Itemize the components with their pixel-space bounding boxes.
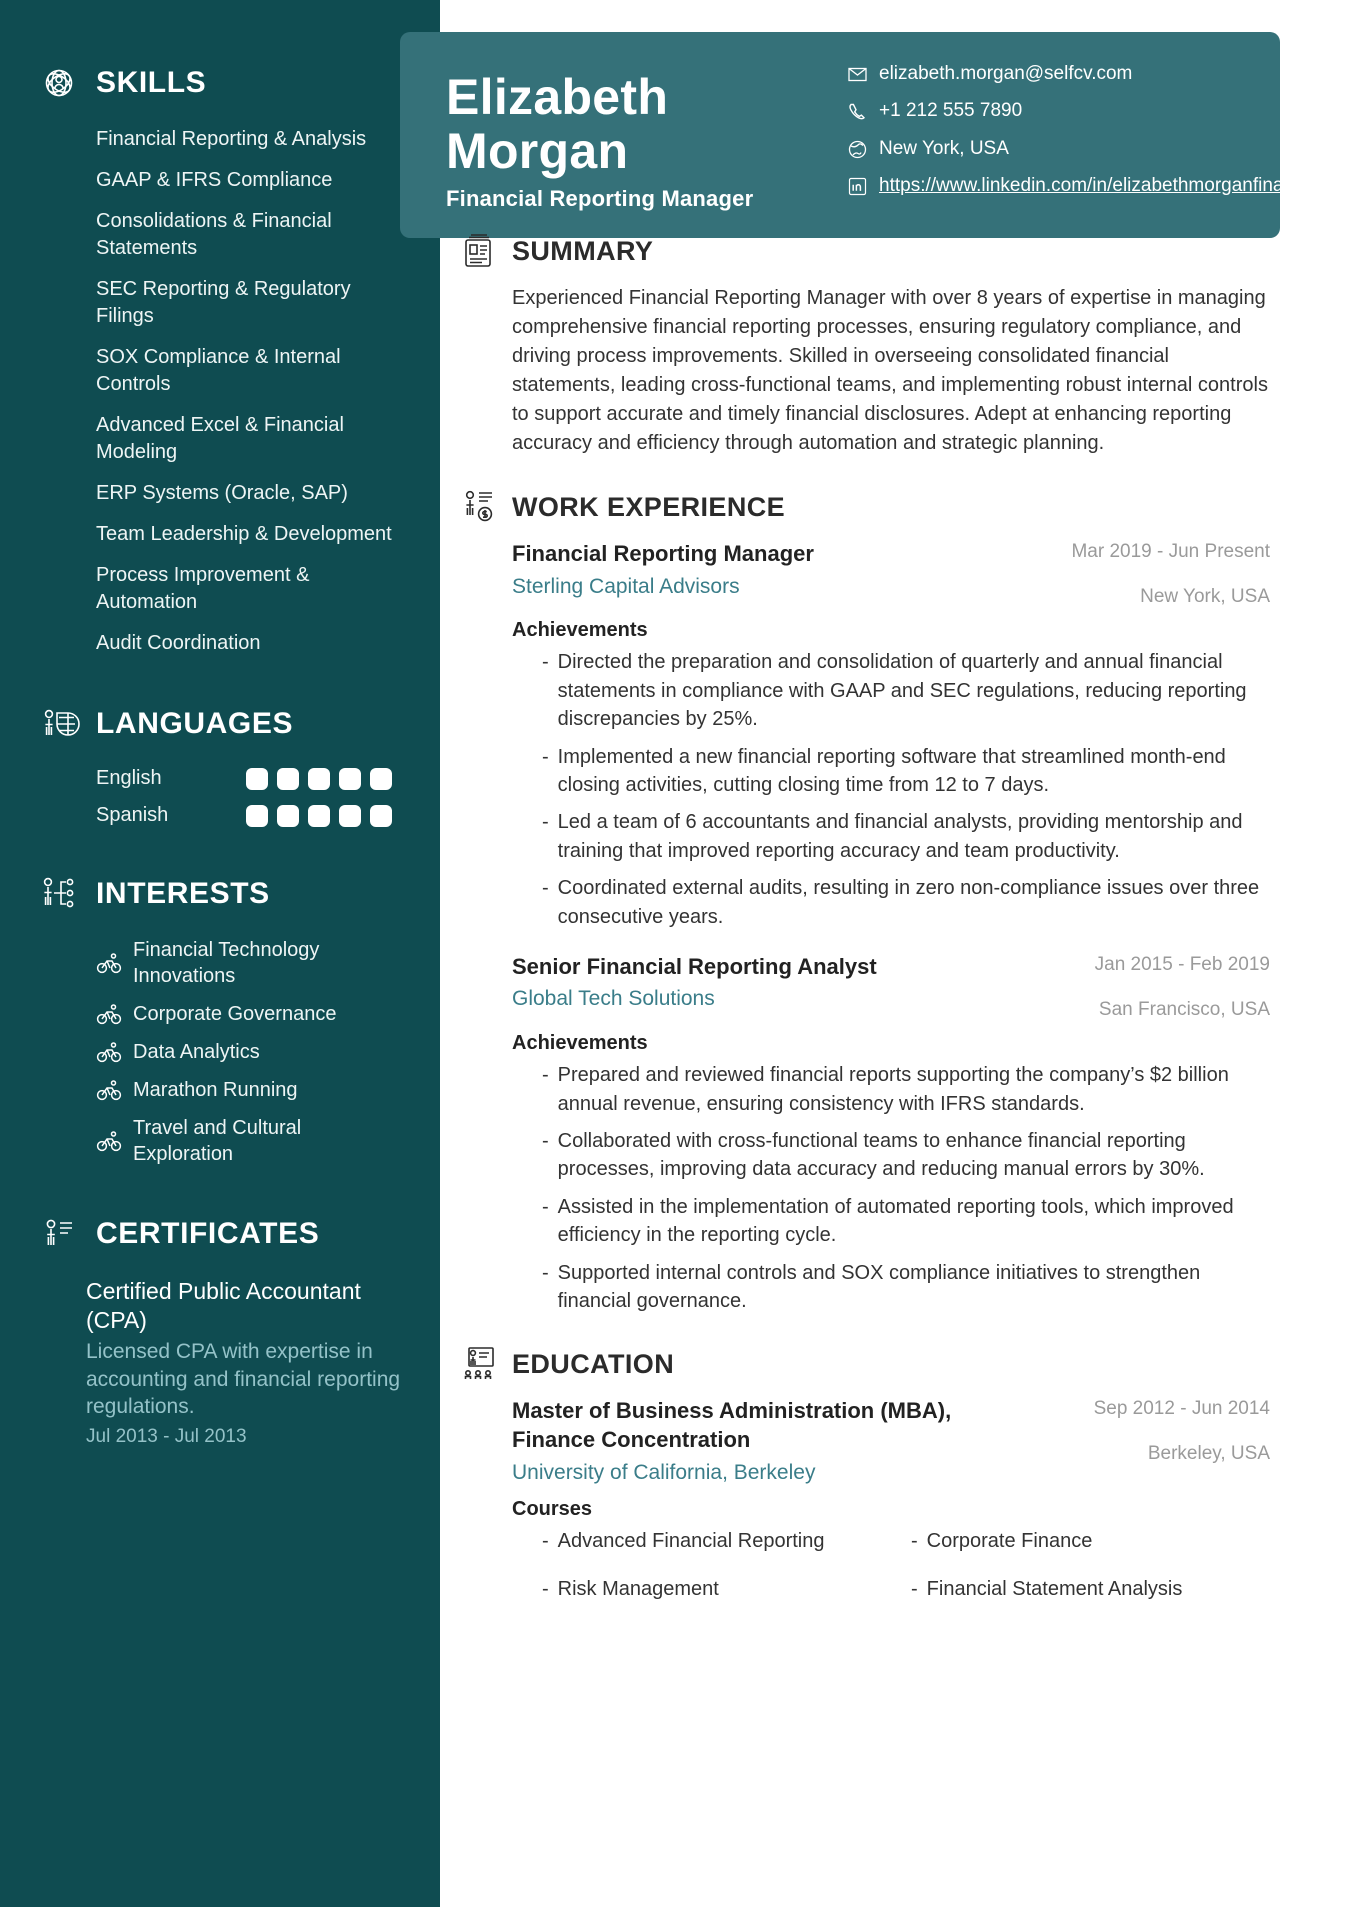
summary-id-card-icon [460,232,498,270]
dash-bullet: - [542,745,549,768]
courses-list [512,1527,1270,1603]
dash-bullet: - [542,1195,549,1218]
bicycle-icon [96,1077,122,1103]
work-date: Jan 2015 - Feb 2019 [1094,953,1270,975]
interest-item [96,1001,402,1027]
language-level-dots [246,768,392,790]
contact-location-text[interactable]: New York, USA [879,137,1009,159]
skill-item: Team Leadership & Development [96,523,392,545]
achievement-text: Led a team of 6 accountants and financial analysts, providing mentorship and training that improved reporting accuracy and team productivity. [557,811,1243,862]
bicycle-icon [96,1128,122,1154]
level-dot [339,768,361,790]
dash-bullet: - [542,1578,549,1601]
languages-globe-person-icon [38,703,80,745]
summary-text: Experienced Financial Reporting Manager with over 8 years of expertise in managing comprehensive financial reporting processes, ensuring regulatory compliance, and driving process improvements. Skilled in overseeing consolidated financial statements, leading cross-functional teams, and implementing robust internal controls to support accurate and timely financial disclosures. Adept at enhancing reporting accuracy and efficiency through automation and strategic planning. [512,287,1268,454]
dash-bullet: - [542,1064,549,1087]
bicycle-icon [96,1001,122,1027]
language-name: English [96,767,162,789]
level-dot [308,768,330,790]
achievements-label: Achievements [512,1032,648,1055]
certificate-description: Licensed CPA with expertise in accounting and financial reporting regulations. [86,1339,401,1419]
work-location: New York, USA [1140,585,1270,607]
certificate-item [86,1277,402,1452]
section-work-experience [460,488,1270,1315]
skills-list [38,126,402,657]
course-text: Corporate Finance [926,1530,1093,1553]
level-dot [277,768,299,790]
achievement-item [542,743,1270,800]
interest-item [96,1077,402,1103]
achievement-item [542,1259,1270,1316]
achievements-list [512,1061,1270,1315]
envelope-icon [848,65,867,84]
dash-bullet: - [542,1261,549,1284]
work-organization: Sterling Capital Advisors [512,574,740,598]
languages-list [38,767,402,827]
skill-item: GAAP & IFRS Compliance [96,169,333,191]
achievement-text: Coordinated external audits, resulting in zero non-compliance issues over three consecutive years. [557,877,1260,928]
dash-bullet: - [542,877,549,900]
course-text: Financial Statement Analysis [926,1578,1183,1601]
dash-bullet: - [911,1578,918,1601]
interests-person-network-icon [38,873,80,915]
sidebar-section-skills [38,62,402,657]
skill-item: Audit Coordination [96,632,261,654]
dash-bullet: - [542,811,549,834]
summary-title: SUMMARY [512,235,654,266]
skill-item: Financial Reporting & Analysis [96,128,367,150]
education-school: University of California, Berkeley [512,1460,816,1484]
language-row [96,767,402,790]
education-board-icon [460,1345,498,1383]
level-dot [370,805,392,827]
interest-label: Financial Technology Innovations [133,939,320,987]
achievements-list [512,648,1270,931]
page-title: Elizabeth Morgan [446,69,669,179]
sidebar-section-languages [38,703,402,827]
interest-label: Travel and Cultural Exploration [133,1117,302,1165]
interest-item [96,1039,402,1065]
achievement-item [542,1127,1270,1184]
contact-phone-text[interactable]: +1 212 555 7890 [879,100,1023,122]
skill-item: Process Improvement & Automation [96,564,310,613]
interest-label: Marathon Running [133,1079,298,1101]
bicycle-icon [96,950,122,976]
achievement-text: Supported internal controls and SOX compliance initiatives to strengthen financial governance. [557,1261,1201,1312]
work-location: San Francisco, USA [1098,998,1270,1020]
achievement-item [542,874,1270,931]
globe-icon [848,140,867,159]
course-item [911,1575,1270,1603]
work-experience-title: WORK EXPERIENCE [512,491,786,522]
achievement-text: Directed the preparation and consolidation of quarterly and annual financial statements in compliance with GAAP and SEC regulations, reducing reporting discrepancies by 25%. [557,651,1247,731]
achievement-item [542,648,1270,733]
linkedin-icon [848,177,867,196]
language-row [96,804,402,827]
interests-list [38,937,402,1167]
skill-item: SOX Compliance & Internal Controls [96,346,341,395]
achievement-item [542,1193,1270,1250]
courses-label: Courses [512,1498,593,1521]
skills-header [38,62,402,104]
interest-item [96,937,402,989]
level-dot [308,805,330,827]
skill-item: SEC Reporting & Regulatory Filings [96,278,351,327]
level-dot [246,805,268,827]
skills-title: SKILLS [96,66,207,99]
language-level-dots [246,805,392,827]
work-entry [512,540,1270,931]
education-title: EDUCATION [512,1348,675,1379]
interest-item [96,1115,402,1167]
languages-header [38,703,402,745]
dash-bullet: - [542,651,549,674]
work-role: Senior Financial Reporting Analyst [512,953,877,979]
job-title: Financial Reporting Manager [446,186,754,211]
interest-label: Corporate Governance [133,1003,337,1025]
language-name: Spanish [96,804,169,826]
education-entry [512,1397,1270,1603]
sidebar-section-certificates [38,1213,402,1452]
contact-email-text[interactable]: elizabeth.morgan@selfcv.com [879,63,1133,84]
education-location: Berkeley, USA [1147,1443,1270,1465]
certificates-header [38,1213,402,1255]
interests-title: INTERESTS [96,877,270,910]
contact-linkedin-text[interactable]: https://www.linkedin.com/in/elizabethmorganfinance [879,174,1315,196]
contact-email [848,62,1248,86]
course-item [542,1575,901,1603]
main-content [440,232,1350,1633]
interests-header [38,873,402,915]
skill-item: Consolidations & Financial Statements [96,210,332,259]
sidebar [0,0,440,1907]
education-date: Sep 2012 - Jun 2014 [1093,1398,1270,1420]
achievement-text: Prepared and reviewed financial reports supporting the company’s $2 billion annual revenue, ensuring consistency with IFRS standards. [557,1064,1229,1115]
summary-header [460,232,1270,270]
bicycle-icon [96,1039,122,1065]
level-dot [246,768,268,790]
certificate-title: Certified Public Accountant (CPA) [86,1278,361,1334]
achievement-item [542,1061,1270,1118]
skills-atom-icon [38,62,80,104]
achievement-item [542,808,1270,865]
dash-bullet: - [911,1530,918,1553]
work-organization: Global Tech Solutions [512,987,715,1011]
section-summary [460,232,1270,458]
sidebar-section-interests [38,873,402,1167]
education-degree: Master of Business Administration (MBA), Finance Concentration [512,1398,952,1452]
interest-label: Data Analytics [133,1041,260,1063]
certificate-person-icon [38,1213,80,1255]
skill-item: ERP Systems (Oracle, SAP) [96,482,348,504]
work-entry [512,953,1270,1316]
section-education [460,1345,1270,1603]
contact-phone [848,99,1248,123]
achievement-text: Assisted in the implementation of automated reporting tools, which improved efficiency in the reporting cycle. [557,1195,1234,1247]
name-block [446,56,753,212]
contact-location [848,137,1248,161]
certificates-title: CERTIFICATES [96,1217,320,1250]
contact-linkedin [848,174,1315,198]
work-date: Mar 2019 - Jun Present [1071,541,1270,562]
course-item [911,1527,1270,1555]
course-item [542,1527,901,1555]
header-card [400,32,1315,238]
work-person-dollar-icon [460,488,498,526]
level-dot [339,805,361,827]
course-text: Advanced Financial Reporting [557,1530,825,1553]
dash-bullet: - [542,1130,549,1153]
achievements-label: Achievements [512,619,648,642]
skill-item: Advanced Excel & Financial Modeling [96,414,344,463]
course-text: Risk Management [557,1578,719,1601]
phone-icon [848,102,867,121]
work-experience-header [460,488,1270,526]
education-header [460,1345,1270,1383]
languages-title: LANGUAGES [96,707,294,740]
contact-list [848,56,1315,212]
achievement-text: Implemented a new financial reporting software that streamlined month-end closing activities, cutting closing time from 12 to 7 days. [557,745,1226,796]
level-dot [277,805,299,827]
achievement-text: Collaborated with cross-functional teams to enhance financial reporting processes, improving data accuracy and reducing manual errors by 30%. [557,1130,1205,1181]
certificate-date: Jul 2013 - Jul 2013 [86,1426,247,1448]
level-dot [370,768,392,790]
dash-bullet: - [542,1530,549,1553]
work-role: Financial Reporting Manager [512,541,814,566]
